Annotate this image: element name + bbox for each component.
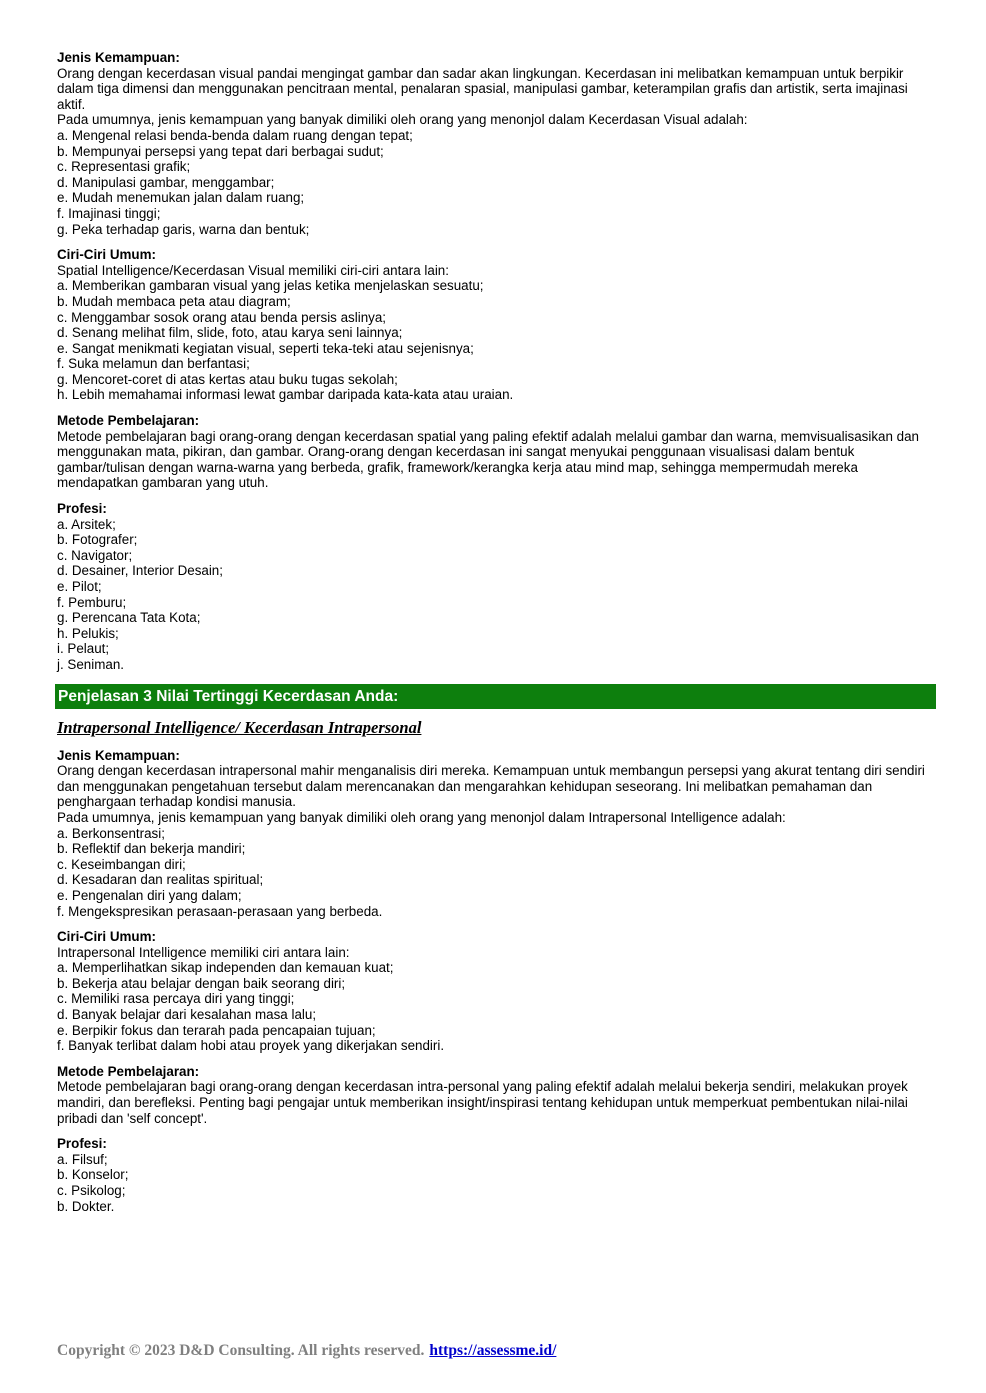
paragraph: Pada umumnya, jenis kemampuan yang banyak dimiliki oleh orang yang menonjol dalam Kecerdasan Visual adalah: [57, 112, 748, 128]
section-heading: Ciri-Ciri Umum: [57, 929, 156, 945]
paragraph: Metode pembelajaran bagi orang-orang dengan kecerdasan intra-personal yang paling efektif adalah melalui bekerja sendiri, melakukan proyek mandiri, dan berefleksi. Penting bagi pengajar untuk memberikan insight/inspirasi tentang kehidupan untuk memperkuat pembentukan nilai-nilai pribadi dan 'self concept'. [57, 1079, 908, 1126]
list-item: d. Manipulasi gambar, menggambar; [57, 174, 275, 190]
section-visual-profesi [57, 501, 933, 673]
list-item: d. Senang melihat film, slide, foto, atau karya seni lainnya; [57, 325, 403, 341]
list-item: g. Peka terhadap garis, warna dan bentuk; [57, 221, 310, 237]
list-item: b. Mempunyai persepsi yang tepat dari berbagai sudut; [57, 143, 384, 159]
paragraph: Spatial Intelligence/Kecerdasan Visual memiliki ciri-ciri antara lain: [57, 262, 449, 278]
list-item: g. Mencoret-coret di atas kertas atau buku tugas sekolah; [57, 371, 398, 387]
list-item: c. Psikolog; [57, 1183, 126, 1198]
list-item: c. Memiliki rasa percaya diri yang tinggi; [57, 991, 295, 1007]
section-banner [55, 684, 936, 709]
list-item: e. Berpikir fokus dan terarah pada pencapaian tujuan; [57, 1022, 376, 1038]
list-item: e. Sangat menikmati kegiatan visual, seperti teka-teki atau sejenisnya; [57, 340, 474, 356]
copyright-text: Copyright © 2023 D&D Consulting. All rights reserved. [57, 1342, 425, 1359]
page-footer [57, 1342, 556, 1360]
document-content [57, 50, 933, 1224]
paragraph: Pada umumnya, jenis kemampuan yang banyak dimiliki oleh orang yang menonjol dalam Intrapersonal Intelligence adalah: [57, 809, 786, 825]
list-item: f. Mengekspresikan perasaan-perasaan yang berbeda. [57, 903, 383, 919]
section-intrapersonal-jenis-kemampuan [57, 748, 933, 920]
section-intrapersonal-metode-pembelajaran [57, 1064, 933, 1126]
list-item: f. Banyak terlibat dalam hobi atau proyek yang dikerjakan sendiri. [57, 1038, 445, 1054]
section-heading: Profesi: [57, 501, 107, 517]
section-heading: Jenis Kemampuan: [57, 50, 180, 65]
section-heading: Metode Pembelajaran: [57, 413, 200, 429]
intelligence-title: Intrapersonal Intelligence/ Kecerdasan Intrapersonal [57, 717, 422, 737]
list-item: e. Pilot; [57, 579, 102, 594]
list-item: e. Mudah menemukan jalan dalam ruang; [57, 190, 305, 206]
section-heading: Profesi: [57, 1136, 107, 1152]
list-item: c. Menggambar sosok orang atau benda persis aslinya; [57, 309, 387, 325]
paragraph: Orang dengan kecerdasan visual pandai mengingat gambar dan sadar akan lingkungan. Kecerdasan ini melibatkan kemampuan untuk berpikir dalam tiga dimensi dan menggunakan pencitraan mental, penalaran spasial, manipulasi gambar, keterampilan grafis dan artistik, serta imajinasi aktif. [57, 65, 908, 112]
list-item: i. Pelaut; [57, 641, 110, 657]
list-item: b. Fotografer; [57, 532, 138, 548]
section-visual-ciri-ciri-umum [57, 247, 933, 403]
list-item: g. Perencana Tata Kota; [57, 610, 201, 626]
list-item: b. Dokter. [57, 1198, 115, 1214]
list-item: h. Pelukis; [57, 625, 119, 641]
footer-link[interactable]: https://assessme.id/ [429, 1342, 557, 1359]
list-item: d. Desainer, Interior Desain; [57, 563, 223, 579]
list-item: f. Pemburu; [57, 594, 127, 610]
list-item: a. Filsuf; [57, 1151, 108, 1167]
paragraph: Intrapersonal Intelligence memiliki ciri antara lain: [57, 944, 350, 960]
list-item: d. Banyak belajar dari kesalahan masa lalu; [57, 1007, 317, 1023]
section-heading: Ciri-Ciri Umum: [57, 247, 156, 263]
section-intrapersonal-profesi [57, 1136, 933, 1214]
list-item: a. Arsitek; [57, 516, 116, 532]
section-visual-metode-pembelajaran [57, 413, 933, 491]
list-item: c. Keseimbangan diri; [57, 856, 186, 872]
list-item: a. Memberikan gambaran visual yang jelas ketika menjelaskan sesuatu; [57, 278, 484, 294]
list-item: j. Seniman. [57, 656, 124, 672]
list-item: c. Navigator; [57, 547, 133, 563]
section-visual-jenis-kemampuan [57, 50, 933, 237]
list-item: a. Memperlihatkan sikap independen dan kemauan kuat; [57, 960, 394, 976]
section-heading: Jenis Kemampuan: [57, 747, 180, 763]
list-item: f. Imajinasi tinggi; [57, 205, 161, 221]
list-item: b. Bekerja atau belajar dengan baik seorang diri; [57, 975, 346, 991]
paragraph: Metode pembelajaran bagi orang-orang dengan kecerdasan spatial yang paling efektif adalah melalui gambar dan warna, memvisualisasikan dan menggunakan mata, pikiran, dan gambar. Orang-orang dengan kecerdasan ini sangat menyukai penggunaan visualisasi dalam bentuk gambar/tulisan dengan warna-warna yang berbeda, grafik, framework/kerangka kerja atau mind map, sehingga mempermudah mereka mendapatkan gambaran yang utuh. [57, 428, 920, 491]
list-item: e. Pengenalan diri yang dalam; [57, 887, 242, 903]
list-item: b. Reflektif dan bekerja mandiri; [57, 841, 246, 857]
list-item: d. Kesadaran dan realitas spiritual; [57, 872, 264, 888]
section-intrapersonal-ciri-ciri-umum [57, 929, 933, 1054]
list-item: h. Lebih memahamai informasi lewat gambar daripada kata-kata atau uraian. [57, 387, 514, 403]
list-item: f. Suka melamun dan berfantasi; [57, 356, 250, 372]
list-item: c. Representasi grafik; [57, 159, 191, 175]
paragraph: Orang dengan kecerdasan intrapersonal mahir menganalisis diri mereka. Kemampuan untuk membangun persepsi yang akurat tentang diri sendiri dan menggunakan pengetahuan tersebut dalam merencanakan dan mengarahkan kehidupan seseorang. Ini melibatkan pemahaman dan penghargaan terhadap kondisi manusia. [57, 763, 925, 810]
list-item: a. Berkonsentrasi; [57, 825, 165, 841]
section-heading: Metode Pembelajaran: [57, 1063, 200, 1079]
banner-text: Penjelasan 3 Nilai Tertinggi Kecerdasan Anda: [58, 687, 399, 705]
list-item: b. Konselor; [57, 1167, 129, 1183]
list-item: b. Mudah membaca peta atau diagram; [57, 293, 291, 309]
list-item: a. Mengenal relasi benda-benda dalam ruang dengan tepat; [57, 127, 413, 143]
